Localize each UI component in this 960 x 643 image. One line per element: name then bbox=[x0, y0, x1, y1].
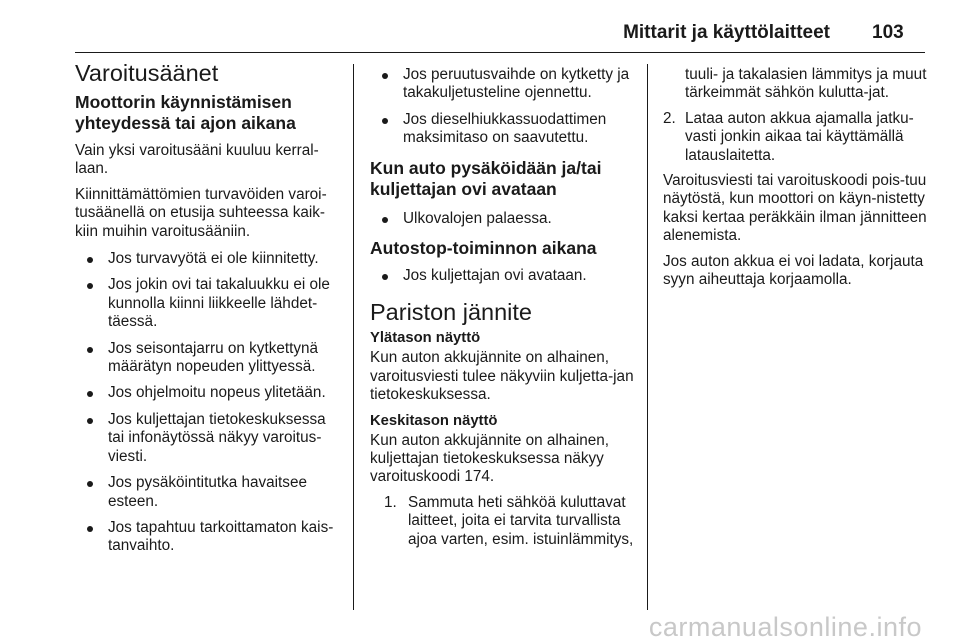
column-1 bbox=[75, 58, 343, 565]
battery-steps-list bbox=[370, 494, 635, 549]
list-item: Jos turvavyötä ei ole kiinnitetty. bbox=[75, 250, 343, 268]
warning-conditions-list bbox=[75, 250, 343, 556]
paragraph: Vain yksi varoitusääni kuuluu kerral-laan. bbox=[75, 142, 319, 178]
section-heading-varoitusaanet: Varoitusäänet bbox=[75, 60, 219, 86]
parking-conditions-list bbox=[370, 210, 635, 228]
step-continuation: tuuli- ja takalasien lämmitys ja muut tärkeimmät sähkön kulutta-jat. bbox=[685, 66, 927, 102]
list-item: Jos kuljettajan ovi avataan. bbox=[370, 267, 635, 285]
column-3 bbox=[663, 66, 928, 296]
list-item: Jos kuljettajan tietokeskuksessa tai infonäytössä näkyy varoitus-viesti. bbox=[75, 411, 343, 466]
paragraph: Jos auton akkua ei voi ladata, korjauta syyn aiheuttaja korjaamolla. bbox=[663, 252, 924, 289]
paragraph: Kun auton akkujännite on alhainen, kuljettajan tietokeskuksessa näkyy varoituskoodi 174. bbox=[370, 431, 609, 486]
list-item: Jos tapahtuu tarkoittamaton kais-tanvaihto. bbox=[75, 519, 343, 556]
list-item: Jos peruutusvaihde on kytketty ja takakuljetusteline ojennettu. bbox=[370, 66, 635, 103]
step-text: Lataa auton akkua ajamalla jatku-vasti jonkin aikaa tai käyttämällä latauslaitetta. bbox=[685, 109, 914, 164]
warning-conditions-list-cont bbox=[370, 66, 635, 148]
column-2 bbox=[370, 66, 635, 556]
paragraph: Kun auton akkujännite on alhainen, varoitusviesti tulee näkyviin kuljetta-jan tietokeskuksessa. bbox=[370, 349, 634, 404]
list-item: Ulkovalojen palaessa. bbox=[370, 210, 635, 228]
column-divider-1 bbox=[353, 64, 354, 610]
watermark: carmanualsonline.info bbox=[648, 612, 922, 642]
step-number: 1. bbox=[384, 493, 397, 511]
subheading-parking: Kun auto pysäköidään ja/tai kuljettajan ovi avataan bbox=[370, 157, 602, 199]
list-item: Jos pysäköintitutka havaitsee esteen. bbox=[75, 474, 343, 511]
paragraph: Kiinnittämättömien turvavöiden varoi-tusäänellä on etusija suhteessa kaik-kiin muihin varoitusääniin. bbox=[75, 185, 327, 240]
list-item: Jos ohjelmoitu nopeus ylitetään. bbox=[75, 384, 343, 402]
column-divider-2 bbox=[647, 64, 648, 610]
running-header-title: Mittarit ja käyttölaitteet bbox=[623, 22, 830, 43]
list-item: Jos dieselhiukkassuodattimen maksimitaso on saavutettu. bbox=[370, 111, 635, 148]
subheading-engine-start: Moottorin käynnistämisen yhteydessä tai ajon aikana bbox=[75, 92, 296, 133]
step-text: Sammuta heti sähköä kuluttavat laitteet, joita ei tarvita turvallista ajoa varten, esim. istuinlämmitys, bbox=[408, 493, 634, 548]
paragraph: Varoitusviesti tai varoituskoodi pois-tuu näytöstä, kun moottori on käyn-nistetty kaksi kertaa peräkkäin ilman jännitteen alenemista. bbox=[663, 172, 927, 245]
section-heading-battery-voltage: Pariston jännite bbox=[370, 299, 532, 326]
list-item: Jos jokin ovi tai takaluukku ei ole kunnolla kiinni liikkeelle lähdet-täessä. bbox=[75, 276, 343, 331]
subheading-upper-display: Ylätason näyttö bbox=[370, 330, 481, 347]
subheading-autostop: Autostop-toiminnon aikana bbox=[370, 238, 597, 259]
list-item: Jos seisontajarru on kytkettynä määrätyn nopeuden ylittyessä. bbox=[75, 340, 343, 377]
list-item bbox=[663, 110, 928, 165]
header-rule bbox=[75, 52, 925, 53]
page-number: 103 bbox=[872, 22, 904, 43]
list-item bbox=[370, 494, 635, 549]
autostop-conditions-list bbox=[370, 267, 635, 285]
battery-steps-list-cont bbox=[663, 110, 928, 165]
step-number: 2. bbox=[663, 109, 676, 127]
subheading-mid-display: Keskitason näyttö bbox=[370, 412, 498, 429]
